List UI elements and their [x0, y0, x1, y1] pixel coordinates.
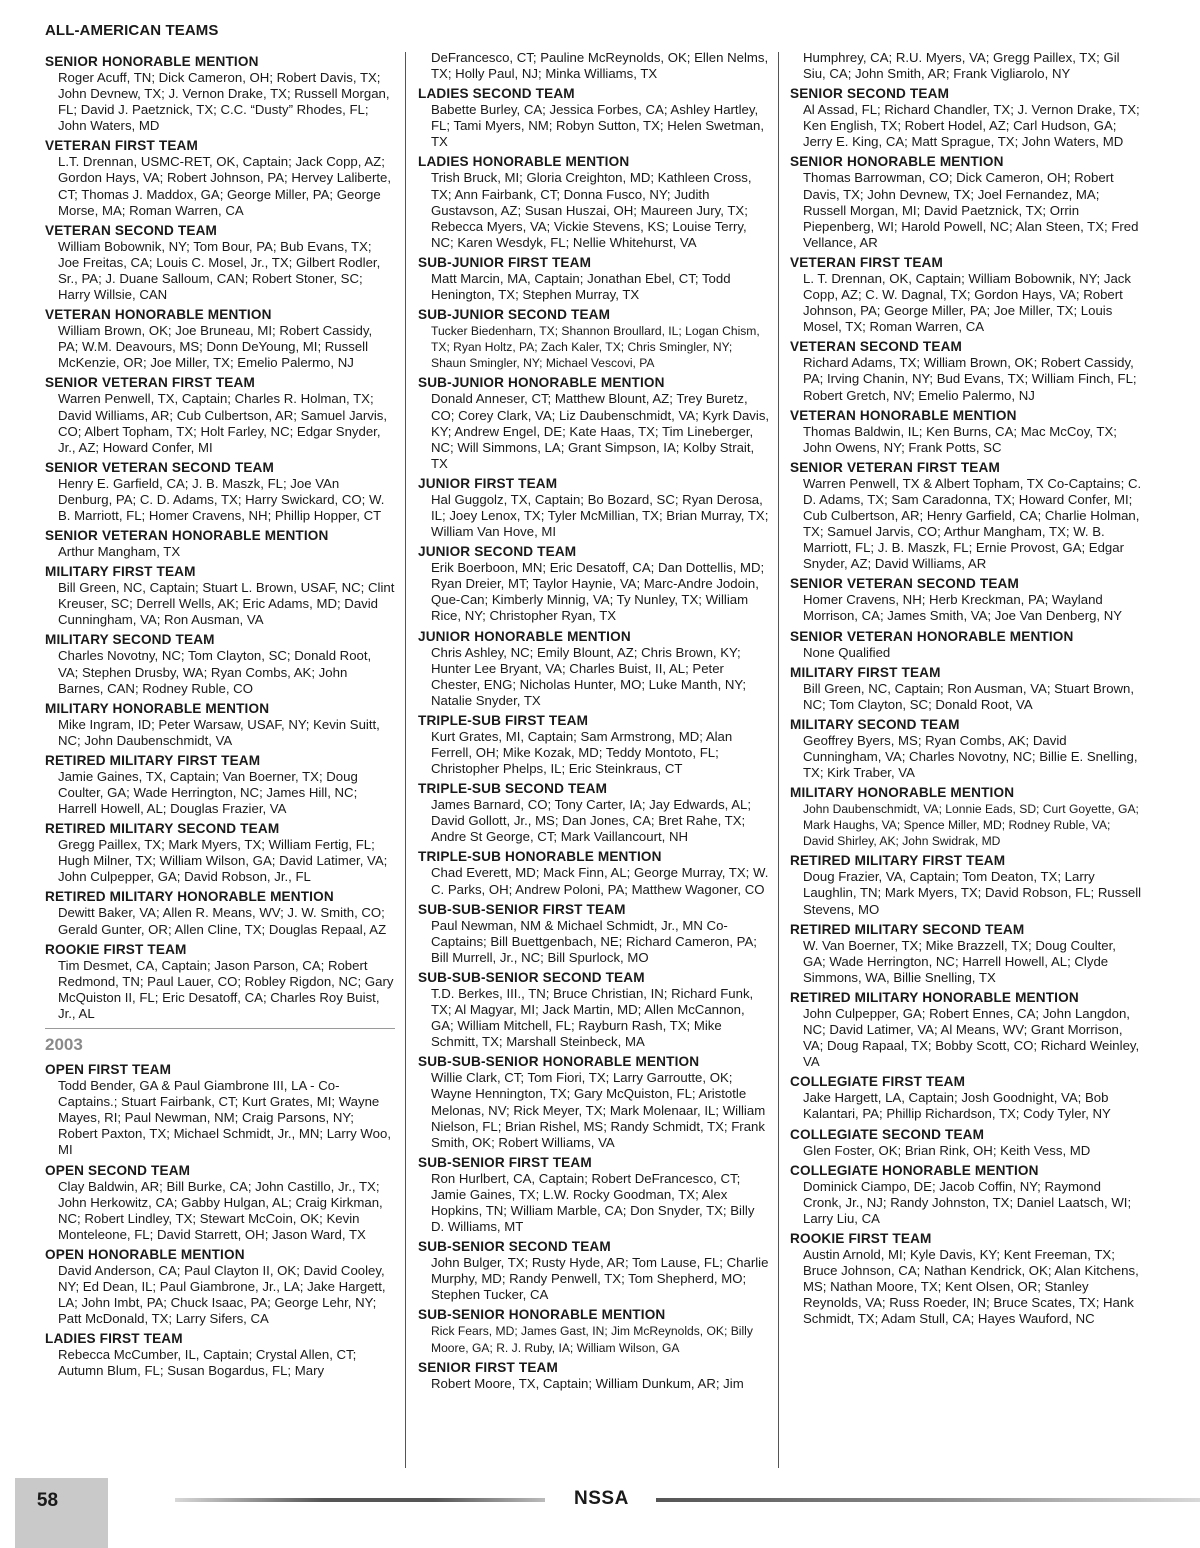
footer-rule-left [175, 1498, 545, 1502]
team-members: Jamie Gaines, TX, Captain; Van Boerner, TX; Doug Coulter, GA; Wade Herrington, NC; James Hill, NC; Harrell Howell, AL; Douglas Frazier, VA [58, 768, 358, 817]
team-heading: SENIOR HONORABLE MENTION [45, 54, 259, 69]
team-section [790, 459, 1142, 573]
team-section [790, 784, 1142, 849]
team-members: Arthur Mangham, TX [58, 544, 181, 560]
team-members: Jake Hargett, LA, Captain; Josh Goodnight, VA; Bob Kalantari, PA; Phillip Richardson, TX; Cody Tyler, NY [803, 1090, 1111, 1122]
team-heading: SUB-SUB-SENIOR FIRST TEAM [418, 901, 626, 917]
team-heading: SUB-JUNIOR HONORABLE MENTION [418, 375, 665, 391]
team-section [790, 575, 1142, 624]
team-heading: TRIPLE-SUB SECOND TEAM [418, 781, 608, 797]
team-members: Tucker Biedenharn, TX; Shannon Broullard, IL; Logan Chism, TX; Ryan Holtz, PA; Zach Kaler, TX; Chris Smingler, NY; Shaun Smingler, NY; Michael Vescovi, PA [431, 324, 760, 371]
team-section [45, 527, 395, 560]
team-section [45, 222, 395, 303]
team-heading: OPEN FIRST TEAM [45, 1062, 172, 1078]
team-members: W. Van Boerner, TX; Mike Brazzell, TX; Doug Coulter, GA; Wade Herrington, NC; Harrell Howell, AL; Clyde Simmons, WA, Billie Snelling, TX [803, 937, 1116, 985]
team-section [790, 664, 1142, 713]
team-section [790, 989, 1142, 1070]
team-section [45, 374, 395, 455]
team-heading: SUB-SUB-SENIOR HONORABLE MENTION [418, 1054, 700, 1070]
team-heading: RETIRED MILITARY FIRST TEAM [790, 853, 1006, 869]
team-heading: SENIOR VETERAN SECOND TEAM [45, 459, 274, 475]
team-section [45, 888, 395, 937]
page-number-box [15, 1478, 108, 1548]
team-members: Warren Penwell, TX & Albert Topham, TX Co-Captains; C. D. Adams, TX; Sam Caradonna, TX; Howard Confer, MI; Cub Culbertson, AR; Henry Garfield, CA; Charlie Holman, TX; Samuel Jarvis, CO; Arthur Mangham, TX; W. B. Marriott, FL; J. B. Maszk, FL; Ernie Provost, GA; Edgar Snyder, AZ; David Williams, AR [803, 475, 1142, 572]
team-heading: MILITARY HONORABLE MENTION [790, 785, 1015, 801]
team-section [790, 407, 1142, 456]
team-heading: COLLEGIATE HONORABLE MENTION [790, 1162, 1039, 1178]
team-section [418, 1359, 770, 1392]
team-members: DeFrancesco, CT; Pauline McReynolds, OK; Ellen Nelms, TX; Holly Paul, NJ; Minka Williams, TX [431, 50, 769, 82]
team-section [790, 716, 1142, 781]
column-1 [45, 50, 395, 1382]
team-members: Humphrey, CA; R.U. Myers, VA; Gregg Paillex, TX; Gil Siu, CA; John Smith, AR; Frank Vigliarolo, NY [803, 50, 1120, 82]
team-heading: JUNIOR SECOND TEAM [418, 544, 577, 560]
team-heading: SENIOR VETERAN FIRST TEAM [790, 459, 1000, 475]
column-divider [778, 52, 779, 1468]
team-section [418, 254, 770, 303]
column-2 [418, 50, 770, 1395]
team-section [418, 1238, 770, 1303]
team-section [418, 628, 770, 709]
team-section [790, 1230, 1142, 1327]
team-heading: TRIPLE-SUB HONORABLE MENTION [418, 849, 662, 865]
team-heading: LADIES HONORABLE MENTION [418, 154, 630, 170]
team-section [418, 1053, 770, 1150]
team-section [790, 85, 1142, 150]
team-members: Gregg Paillex, TX; Mark Myers, TX; William Fertig, FL; Hugh Milner, TX; William Wilson, GA; David Latimer, VA; John Culpepper, GA; David Robson, Jr., FL [58, 837, 388, 885]
team-section [790, 338, 1142, 403]
team-heading: MILITARY HONORABLE MENTION [45, 700, 270, 716]
team-members: James Barnard, CO; Tony Carter, IA; Jay Edwards, AL; David Gollott, Jr., MS; Dan Jones, CA; Bret Rahe, TX; Andre St George, CT; Mark Vaillancourt, NH [431, 797, 752, 845]
team-section [45, 306, 395, 371]
team-members: Henry E. Garfield, CA; J. B. Maszk, FL; Joe VAn Denburg, PA; C. D. Adams, TX; Harry Swickard, CO; W. B. Marriott, FL; Homer Cravens, NH; Phillip Hopper, CT [58, 475, 385, 523]
team-section [418, 901, 770, 966]
team-section [790, 50, 1142, 82]
team-heading: RETIRED MILITARY HONORABLE MENTION [45, 889, 334, 905]
team-section [790, 153, 1142, 250]
team-heading: SENIOR VETERAN HONORABLE MENTION [790, 628, 1074, 644]
team-members: Clay Baldwin, AR; Bill Burke, CA; John Castillo, Jr., TX; John Herkowitz, CA; Gabby Hulgan, AL; Craig Kirkman, NC; Robert Lindley, TX; Stewart McCoin, OK; Kevin Monteleone, FL; David Starrett, OH; Jason Ward, TX [58, 1178, 383, 1242]
team-heading: SUB-SENIOR FIRST TEAM [418, 1154, 592, 1170]
team-section [790, 254, 1142, 335]
team-members: Trish Bruck, MI; Gloria Creighton, MD; Kathleen Cross, TX; Ann Fairbank, CT; Donna Fusco, NY; Judith Gustavson, AZ; Susan Huszai, OH; Maureen Jury, TX; Rebecca Myers, VA; Vickie Stevens, KS; Louise Terry, NC; Karen Wesdyk, FL; Nellie Whitehurst, VA [431, 170, 752, 250]
team-heading: RETIRED MILITARY FIRST TEAM [45, 752, 261, 768]
team-heading: VETERAN HONORABLE MENTION [790, 407, 1017, 423]
team-members: L.T. Drennan, USMC-RET, OK, Captain; Jack Copp, AZ; Gordon Hays, VA; Robert Johnson, PA; Hervey Laliberte, CT; Thomas J. Maddox, GA; George Miller, PA; George Morse, MA; Roman Warren, CA [58, 154, 392, 218]
team-heading: SUB-JUNIOR FIRST TEAM [418, 254, 592, 270]
team-members: Richard Adams, TX; William Brown, OK; Robert Cassidy, PA; Irving Chanin, NY; Bud Evans, TX; William Finch, FL; Robert Gretch, NV; Emelio Palermo, NJ [803, 355, 1137, 403]
team-members: John Daubenschmidt, VA; Lonnie Eads, SD; Curt Goyette, GA; Mark Haughs, VA; Spence Miller, MD; Rodney Ruble, VA; David Shirley, AK; John Swidrak, MD [803, 802, 1139, 849]
column-divider [405, 52, 406, 1468]
team-section [418, 306, 770, 371]
team-section [45, 1246, 395, 1327]
team-heading: SENIOR FIRST TEAM [418, 1359, 559, 1375]
team-members: Thomas Baldwin, IL; Ken Burns, CA; Mac McCoy, TX; John Owens, NY; Frank Potts, SC [803, 423, 1117, 455]
team-section [418, 780, 770, 845]
column-2-sections [418, 50, 770, 1392]
team-members: Geoffrey Byers, MS; Ryan Combs, AK; David Cunningham, VA; Charles Novotny, NC; Billie E. Snelling, TX; Kirk Traber, VA [803, 732, 1138, 780]
team-members: Mike Ingram, ID; Peter Warsaw, USAF, NY; Kevin Suitt, NC; John Daubenschmidt, VA [58, 716, 380, 748]
team-members: Tim Desmet, CA, Captain; Jason Parson, CA; Robert Redmond, TN; Paul Lauer, CO; Robley Rigdon, NC; Gary McQuiston II, FL; Eric Desatoff, CA; Charles Roy Buist, Jr., AL [58, 957, 394, 1021]
team-members: Chris Ashley, NC; Emily Blount, AZ; Chris Brown, KY; Hunter Lee Bryant, VA; Charles Buist, II, AL; Peter Chester, ENG; Nicholas Hunter, MO; Luke Manth, NY; Natalie Snyder, TX [431, 644, 747, 708]
team-section [790, 1126, 1142, 1159]
team-members: Erik Boerboon, MN; Eric Desatoff, CA; Dan Dottellis, MD; Ryan Dreier, MT; Taylor Haynie, VA; Marc-Andre Jodoin, Que-Can; Kimberly Minnig, VA; Ty Nunley, TX; William Rice, NY; Christopher Ryan, TX [431, 560, 765, 624]
team-members: Donald Anneser, CT; Matthew Blount, AZ; Trey Buretz, CO; Corey Clark, VA; Liz Daubenschmidt, VA; Kyrk Davis, KY; Andrew Engel, DE; Kate Haas, TX; Tim Lineberger, NC; Will Simmons, LA; Grant Simpson, IA; Kolby Strait, TX [431, 391, 770, 471]
team-heading: MILITARY FIRST TEAM [45, 564, 196, 580]
team-members: Hal Guggolz, TX, Captain; Bo Bozard, SC; Ryan Derosa, IL; Joey Lenox, TX; Tyler McMillian, TX; Brian Murray, TX; William Van Hove, MI [431, 491, 769, 540]
team-heading: SENIOR VETERAN FIRST TEAM [45, 375, 255, 391]
team-section [45, 137, 395, 218]
team-heading: ROOKIE FIRST TEAM [45, 941, 187, 957]
team-members: Homer Cravens, NH; Herb Kreckman, PA; Wayland Morrison, CA; James Smith, VA; Joe Van Denberg, NY [803, 592, 1123, 624]
team-section [790, 852, 1142, 917]
team-members: David Anderson, CA; Paul Clayton II, OK; David Cooley, NY; Ed Dean, IL; Paul Giambrone, Jr., LA; Jake Hargett, LA; John Imbt, PA; Chuck Isaac, PA; George Lehr, NY; Patt McDonald, TX; Larry Sifers, CA [58, 1262, 386, 1327]
column-1-year-sections [45, 1061, 395, 1379]
team-members: Al Assad, FL; Richard Chandler, TX; J. Vernon Drake, TX; Ken English, TX; Robert Hodel, AZ; Carl Hudson, GA; Jerry E. King, CA; Matt Sprague, TX; John Waters, MD [803, 102, 1140, 150]
team-members: Glen Foster, OK; Brian Rink, OH; Keith Vess, MD [803, 1142, 1091, 1158]
team-heading: VETERAN SECOND TEAM [790, 339, 963, 355]
team-members: Warren Penwell, TX, Captain; Charles R. Holman, TX; David Williams, AR; Cub Culbertson, AR; Samuel Jarvis, CO; Albert Topham, TX; Holt Farley, NC; Edgar Snyder, Jr., AZ; Howard Confer, MI [58, 391, 388, 455]
team-section [45, 820, 395, 885]
team-heading: TRIPLE-SUB FIRST TEAM [418, 712, 589, 728]
team-heading: VETERAN FIRST TEAM [790, 254, 943, 270]
team-heading: RETIRED MILITARY HONORABLE MENTION [790, 989, 1079, 1005]
team-heading: SENIOR HONORABLE MENTION [790, 154, 1004, 170]
team-heading: LADIES FIRST TEAM [45, 1331, 183, 1347]
team-section [418, 50, 770, 82]
team-heading: VETERAN HONORABLE MENTION [45, 307, 272, 323]
team-section [45, 1330, 395, 1379]
team-members: Bill Green, NC, Captain; Stuart L. Brown, USAF, NC; Clint Kreuser, SC; Derrell Wells, AK; Eric Adams, MD; David Cunningham, VA; Ron Ausman, VA [58, 580, 395, 628]
team-members: T.D. Berkes, III., TN; Bruce Christian, IN; Richard Funk, TX; Al Magyar, MI; Jack Martin, MD; Allen McCannon, GA; William Mitchell, FL; Rayburn Rash, TX; Mike Schmitt, TX; Marshall Steinbeck, MA [431, 985, 754, 1050]
team-heading: JUNIOR FIRST TEAM [418, 475, 558, 491]
team-members: Kurt Grates, MI, Captain; Sam Armstrong, MD; Alan Ferrell, OH; Mike Kozak, MD; Teddy Montoto, FL; Christopher Phelps, IL; Eric Steinkraus, CT [431, 728, 733, 777]
column-3-sections [790, 50, 1142, 1327]
team-members: Babette Burley, CA; Jessica Forbes, CA; Ashley Hartley, FL; Tami Myers, NM; Robyn Sutton, TX; Helen Swetman, TX [431, 102, 764, 150]
team-members: Doug Frazier, VA, Captain; Tom Deaton, TX; Larry Laughlin, TN; Mark Myers, TX; David Robson, FL; Russell Stevens, MO [803, 869, 1142, 917]
team-members: Matt Marcin, MA, Captain; Jonathan Ebel, CT; Todd Henington, TX; Stephen Murray, TX [431, 270, 731, 303]
team-members: Rebecca McCumber, IL, Captain; Crystal Allen, CT; Autumn Blum, FL; Susan Bogardus, FL; Mary [58, 1347, 357, 1379]
team-members: Robert Moore, TX, Captain; William Dunkum, AR; Jim [431, 1375, 744, 1391]
team-members: Thomas Barrowman, CO; Dick Cameron, OH; Robert Davis, TX; John Devnew, TX; Joel Fernandez, MA; Russell Morgan, MI; David Paetznick, TX; Orrin Piepenberg, WI; Harold Powell, NC; Alan Steen, TX; Fred Vellance, AR [803, 170, 1139, 250]
team-heading: SENIOR VETERAN HONORABLE MENTION [45, 528, 329, 544]
team-members: Chad Everett, MD; Mack Finn, AL; George Murray, TX; W. C. Parks, OH; Andrew Poloni, PA; Matthew Wagoner, CO [431, 865, 769, 897]
team-section [790, 1073, 1142, 1122]
team-heading: JUNIOR HONORABLE MENTION [418, 628, 631, 644]
team-members: Rick Fears, MD; James Gast, IN; Jim McReynolds, OK; Billy Moore, GA; R. J. Ruby, IA; William Wilson, GA [431, 1324, 753, 1355]
team-members: Dominick Ciampo, DE; Jacob Coffin, NY; Raymond Cronk, Jr., NJ; Randy Johnston, TX; Daniel Laatsch, WI; Larry Liu, CA [803, 1178, 1132, 1226]
team-section [790, 921, 1142, 986]
team-heading: SENIOR VETERAN SECOND TEAM [790, 576, 1019, 592]
team-heading: COLLEGIATE SECOND TEAM [790, 1126, 985, 1142]
team-members: Willie Clark, CT; Tom Fiori, TX; Larry Garroutte, OK; Wayne Hennington, TX; Gary McQuiston, FL; Aristotle Melonas, NV; Rick Meyer, TX; Mark Molenaar, IL; William Nielson, FL; Brian Rishel, MS; Randy Schmidt, TX; Frank Smith, OK; Robert Williams, VA [431, 1070, 766, 1150]
team-heading: SUB-JUNIOR SECOND TEAM [418, 307, 611, 323]
team-section [45, 631, 395, 696]
year-block [45, 1028, 395, 1379]
team-section [418, 475, 770, 540]
team-section [45, 1061, 395, 1158]
team-members: Todd Bender, GA & Paul Giambrone III, LA - Co-Captains.; Stuart Fairbank, CT; Kurt Grates, MI; Wayne Mayes, RI; Paul Newman, NM; Craig Parsons, NY; Robert Paxton, TX; Michael Schmidt, Jr., MN; Larry Woo, MI [58, 1078, 391, 1158]
team-section [790, 1162, 1142, 1227]
team-heading: SUB-SENIOR SECOND TEAM [418, 1239, 611, 1255]
team-members: L. T. Drennan, OK, Captain; William Bobownik, NY; Jack Copp, AZ; C. W. Dagnal, TX; Gordon Hays, VA; Robert Johnson, PA; George Miller, PA; Joe Miller, TX; Louis Mosel, TX; Roman Warren, CA [803, 270, 1131, 335]
team-members: John Bulger, TX; Rusty Hyde, AR; Tom Lause, FL; Charlie Murphy, MD; Randy Penwell, TX; Tom Shepherd, MO; Stephen Tucker, CA [431, 1255, 769, 1303]
column-1-sections [45, 53, 395, 1022]
team-members: Bill Green, NC, Captain; Ron Ausman, VA; Stuart Brown, NC; Tom Clayton, SC; Donald Root, VA [803, 680, 1135, 712]
team-heading: MILITARY FIRST TEAM [790, 664, 941, 680]
team-heading: ROOKIE FIRST TEAM [790, 1230, 932, 1246]
page-title: ALL-AMERICAN TEAMS [45, 22, 219, 39]
team-members: John Culpepper, GA; Robert Ennes, CA; John Langdon, NC; David Latimer, VA; Al Means, WV; Grant Morrison, VA; Doug Rapaal, TX; Bobby Scott, CO; Richard Weinley, VA [803, 1005, 1140, 1070]
team-heading: VETERAN SECOND TEAM [45, 222, 218, 238]
team-members: Ron Hurlbert, CA, Captain; Robert DeFrancesco, CT; Jamie Gaines, TX; L.W. Rocky Goodman, TX; Alex Hopkins, TN; William Marble, CA; Don Snyder, TX; Billy D. Williams, MT [431, 1170, 755, 1235]
team-members: Dewitt Baker, VA; Allen R. Means, WV; J. W. Smith, CO; Gerald Gunter, OR; Allen Cline, TX; Douglas Repaal, AZ [58, 905, 387, 937]
team-section [45, 53, 395, 134]
team-section [418, 712, 770, 777]
team-heading: MILITARY SECOND TEAM [45, 632, 215, 648]
team-heading: OPEN HONORABLE MENTION [45, 1246, 245, 1262]
team-members: William Brown, OK; Joe Bruneau, MI; Robert Cassidy, PA; W.M. Deavours, MS; Donn DeYoung, MI; Russell McKenzie, OR; Joe Miller, TX; Emelio Palermo, NJ [58, 323, 373, 371]
team-members: Paul Newman, NM & Michael Schmidt, Jr., MN Co-Captains; Bill Buettgenbach, NE; Richard Cameron, PA; Bill Murrell, Jr., NC; Bill Spurlock, MO [431, 917, 757, 965]
team-heading: SUB-SENIOR HONORABLE MENTION [418, 1307, 666, 1323]
team-heading: MILITARY SECOND TEAM [790, 716, 960, 732]
team-section [418, 374, 770, 471]
team-section [790, 628, 1142, 661]
team-section [45, 563, 395, 628]
team-section [418, 969, 770, 1050]
team-heading: RETIRED MILITARY SECOND TEAM [45, 821, 280, 837]
team-section [45, 700, 395, 749]
team-section [418, 85, 770, 150]
team-section [418, 848, 770, 897]
team-members: Roger Acuff, TN; Dick Cameron, OH; Robert Davis, TX; John Devnew, TX; J. Vernon Drake, TX; Russell Morgan, FL; David J. Paetznick, TX; C.C. “Dusty” Rhodes, FL; John Waters, MD [58, 70, 390, 134]
footer-brand: NSSA [574, 1488, 629, 1509]
team-section [418, 153, 770, 250]
team-section [45, 941, 395, 1022]
team-heading: SUB-SUB-SENIOR SECOND TEAM [418, 969, 645, 985]
team-heading: COLLEGIATE FIRST TEAM [790, 1074, 966, 1090]
team-section [418, 543, 770, 624]
footer-rule-right [656, 1498, 1200, 1502]
team-heading: LADIES SECOND TEAM [418, 86, 575, 102]
team-section [418, 1154, 770, 1235]
team-members: Austin Arnold, MI; Kyle Davis, KY; Kent Freeman, TX; Bruce Johnson, CA; Nathan Kendrick, OK; Alan Kitchens, MS; Nathan Moore, TX; Kent Olsen, OR; Stanley Reynolds, VA; Russ Roeder, IN; Bruce Scates, TX; Hank Schmidt, TX; Adam Stull, CA; Hayes Wauford, NC [803, 1246, 1139, 1327]
team-members: None Qualified [803, 644, 891, 660]
team-heading: RETIRED MILITARY SECOND TEAM [790, 921, 1025, 937]
team-section [45, 459, 395, 524]
team-members: Charles Novotny, NC; Tom Clayton, SC; Donald Root, VA; Stephen Drusby, WA; Ryan Combs, AK; John Barnes, CAN; Rodney Ruble, CO [58, 648, 372, 696]
team-heading: SENIOR SECOND TEAM [790, 86, 950, 102]
team-heading: VETERAN FIRST TEAM [45, 138, 198, 154]
page-number: 58 [36, 1490, 59, 1511]
team-members: William Bobownik, NY; Tom Bour, PA; Bub Evans, TX; Joe Freitas, CA; Louis C. Mosel, Jr., TX; Gilbert Rodler, Sr., PA; J. Duane Salloum, CAN; Robert Stoner, SC; Harry Willsie, CAN [58, 238, 381, 303]
column-3 [790, 50, 1142, 1330]
team-section [45, 752, 395, 817]
team-section [418, 1306, 770, 1355]
team-section [45, 1162, 395, 1243]
team-heading: OPEN SECOND TEAM [45, 1162, 191, 1178]
year-heading: 2003 [45, 1035, 83, 1055]
